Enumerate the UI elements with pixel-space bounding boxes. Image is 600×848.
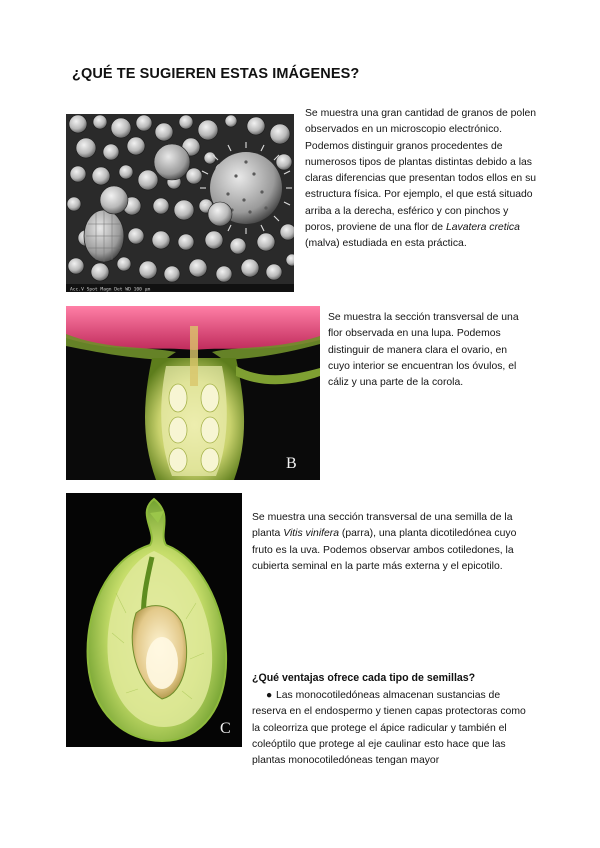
pollen-sem-image — [66, 114, 294, 292]
bullet-icon: ● — [266, 690, 273, 701]
bullet-list-item — [252, 688, 528, 769]
question-heading: ¿Qué ventajas ofrece cada tipo de semillas? — [252, 672, 476, 684]
image-label-c: C — [220, 720, 231, 737]
pollen-description: Se muestra una gran cantidad de granos de polen observados en un microscopio electrónico. Podemos distinguir granos procedentes de numerosos tipos de plantas distintas debido a las claras diferencias que presentan todos ellos en su estructura física. Por ejemplo, el que está situado arriba a la derecha, esférico y con pinchos y poros, proviene de una flor de Lavatera cretica (malva) estudiada en esta práctica. — [305, 108, 537, 250]
page-title: ¿QUÉ TE SUGIEREN ESTAS IMÁGENES? — [72, 66, 360, 82]
bullet-text: Las monocotiledóneas almacenan sustancias de reserva en el endospermo y tienen capas protectoras como la coleorriza que protege el ápice radicular y también el coleóptilo que protege al eje caulinar esto hace que las plantas monocotiledóneas tengan mayor — [252, 690, 526, 767]
seed-description: Se muestra una sección transversal de una semilla de la planta Vitis vinifera (parra), una planta dicotiledónea cuyo fruto es la uva. Podemos observar ambos cotiledones, la cubierta seminal en la parte más externa y el epicotilo. — [252, 512, 517, 572]
sem-caption-bar: Acc.V Spot Magn Det WD 100 µm — [70, 287, 151, 292]
flower-description: Se muestra la sección transversal de una flor observada en una lupa. Podemos distinguir de manera clara el ovario, en cuyo interior se encuentran los óvulos, el cáliz y una parte de la corola. — [328, 312, 519, 389]
species-vitis: Vitis vinifera — [283, 528, 340, 540]
species-lavatera: Lavatera cretica — [445, 222, 520, 234]
flower-section-image — [66, 306, 320, 480]
seed-section-image — [66, 493, 242, 747]
image-label-b: B — [286, 455, 297, 472]
